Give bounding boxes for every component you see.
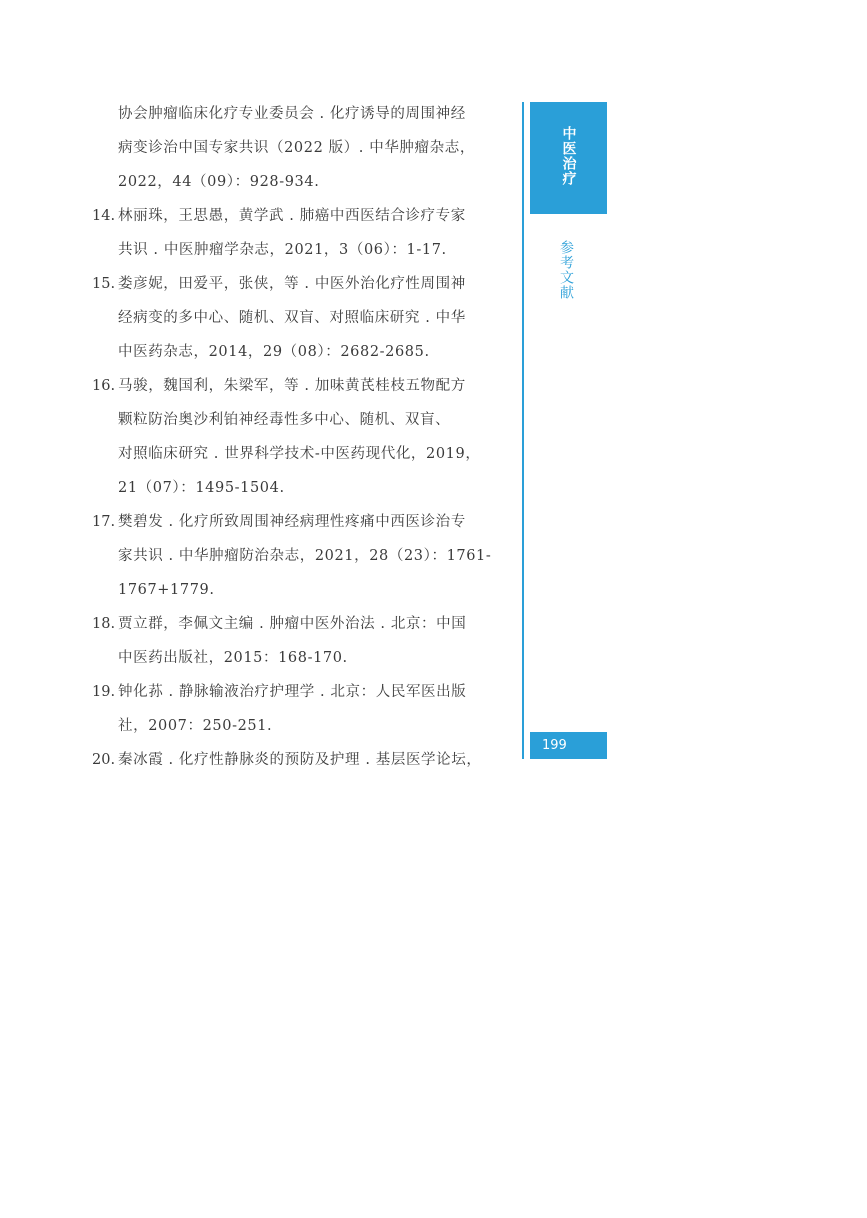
reference-line: 共识 . 中医肿瘤学杂志，2021，3（06）：1-17. [118,242,447,258]
reference-text: 马骏，魏国利，朱梁军，等 . 加味黄芪桂枝五物配方 [118,378,466,394]
reference-list [92,97,502,777]
reference-line: 中医药出版社，2015：168-170. [118,650,348,666]
reference-line [92,267,502,301]
margin-rule [522,102,524,759]
reference-line [92,369,502,403]
reference-number: 19. [92,684,116,700]
reference-line [92,743,502,777]
reference-text: 林丽珠，王思愚，黄学武 . 肺癌中西医结合诊疗专家 [118,208,466,224]
reference-line: 1767+1779. [118,582,215,598]
chapter-title: 中医治疗 [560,126,577,186]
reference-line: 中医药杂志，2014，29（08）：2682-2685. [118,344,430,360]
reference-text: 樊碧发 . 化疗所致周围神经病理性疼痛中西医诊治专 [118,514,466,530]
reference-number: 17. [92,514,116,530]
reference-number: 14. [92,208,116,224]
reference-line [92,505,502,539]
reference-line: 家共识 . 中华肿瘤防治杂志，2021，28（23）：1761- [118,548,492,564]
chapter-tab [530,102,607,214]
section-title: 参考文献 [558,240,574,300]
section-label [556,240,576,304]
reference-line: 对照临床研究 . 世界科学技术-中医药现代化，2019， [118,446,481,462]
reference-line [92,607,502,641]
reference-line [92,675,502,709]
reference-line: 经病变的多中心、随机、双盲、对照临床研究 . 中华 [118,310,466,326]
reference-line: 协会肿瘤临床化疗专业委员会 . 化疗诱导的周围神经 [118,106,466,122]
reference-number: 20. [92,752,116,768]
reference-line: 21（07）：1495-1504. [118,480,285,496]
reference-line: 社，2007：250-251. [118,718,273,734]
reference-text: 贾立群，李佩文主编 . 肿瘤中医外治法 . 北京：中国 [118,616,467,632]
reference-text: 钟化荪 . 静脉输液治疗护理学 . 北京：人民军医出版 [118,684,467,700]
reference-number: 15. [92,276,116,292]
page-number: 199 [530,732,607,759]
reference-text: 娄彦妮，田爱平，张侠，等 . 中医外治化疗性周围神 [118,276,466,292]
reference-number: 18. [92,616,116,632]
reference-text: 秦冰霞 . 化疗性静脉炎的预防及护理 . 基层医学论坛， [118,752,482,768]
reference-number: 16. [92,378,116,394]
reference-line: 病变诊治中国专家共识（2022 版）. 中华肿瘤杂志， [118,140,475,156]
reference-line: 颗粒防治奥沙利铂神经毒性多中心、随机、双盲、 [118,412,451,428]
reference-line: 2022，44（09）：928-934. [118,174,320,190]
reference-line [92,199,502,233]
